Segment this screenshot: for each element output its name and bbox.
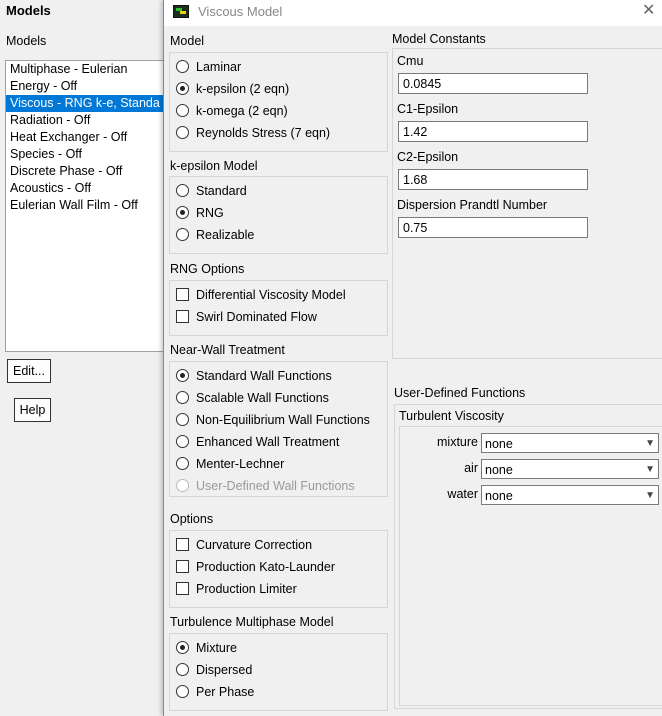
radio-reynolds-stress[interactable] xyxy=(176,123,330,143)
radio-dispersed[interactable] xyxy=(176,660,252,680)
dialog-title: Viscous Model xyxy=(198,4,283,19)
radio-label: Reynolds Stress (7 eqn) xyxy=(196,126,331,140)
dispersion-prandtl-input[interactable]: 0.75 xyxy=(398,217,588,238)
c1-epsilon-label: C1-Epsilon xyxy=(397,102,459,116)
radio-label: k-omega (2 eqn) xyxy=(196,104,288,118)
radio-non-equilibrium-wall-functions[interactable] xyxy=(176,410,370,430)
dialog-titlebar[interactable] xyxy=(164,0,662,26)
radio-button-icon[interactable] xyxy=(176,60,189,73)
list-item-species[interactable]: Species - Off xyxy=(10,147,83,161)
models-label: Models xyxy=(6,34,47,48)
radio-label: Standard xyxy=(196,184,247,198)
radio-label: Menter-Lechner xyxy=(196,457,285,471)
c2-epsilon-input[interactable]: 1.68 xyxy=(398,169,588,190)
rng-options-group xyxy=(169,280,388,336)
radio-mixture[interactable] xyxy=(176,638,237,658)
checkbox-icon[interactable] xyxy=(176,582,189,595)
checkbox-label: Production Limiter xyxy=(196,582,297,596)
edit-button[interactable]: Edit... xyxy=(7,359,51,383)
radio-button-icon[interactable] xyxy=(176,206,189,219)
check-production-kato-launder[interactable] xyxy=(176,557,335,577)
check-production-limiter[interactable] xyxy=(176,579,297,599)
turbulent-viscosity-box xyxy=(399,426,662,706)
multiphase-model-group xyxy=(169,633,388,711)
options-group xyxy=(169,530,388,608)
radio-k-omega[interactable] xyxy=(176,101,288,121)
help-button[interactable]: Help xyxy=(14,398,51,422)
cmu-input[interactable]: 0.0845 xyxy=(398,73,588,94)
radio-button-icon[interactable] xyxy=(176,369,189,382)
multiphase-model-label: Turbulence Multiphase Model xyxy=(170,615,334,629)
udf-phase-air: air xyxy=(464,461,478,475)
close-icon[interactable]: ✕ xyxy=(642,2,656,19)
kepsilon-model-label: k-epsilon Model xyxy=(170,159,258,173)
radio-button-icon[interactable] xyxy=(176,126,189,139)
radio-laminar[interactable] xyxy=(176,57,241,77)
model-label: Model xyxy=(170,34,205,48)
model-group xyxy=(169,52,388,152)
udf-label: User-Defined Functions xyxy=(394,386,526,400)
list-item-multiphase[interactable]: Multiphase - Eulerian xyxy=(10,62,128,76)
radio-label: Enhanced Wall Treatment xyxy=(196,435,340,449)
radio-standard-wall-functions[interactable] xyxy=(176,366,332,386)
checkbox-icon[interactable] xyxy=(176,538,189,551)
turbulent-viscosity-label: Turbulent Viscosity xyxy=(399,409,504,423)
options-label: Options xyxy=(170,512,214,526)
checkbox-label: Curvature Correction xyxy=(196,538,313,552)
dispersion-prandtl-label: Dispersion Prandtl Number xyxy=(397,198,548,212)
radio-button-icon xyxy=(176,479,189,492)
panel-title: Models xyxy=(6,3,51,18)
select-value: none xyxy=(485,463,513,477)
radio-scalable-wall-functions[interactable] xyxy=(176,388,329,408)
chevron-down-icon[interactable]: ▼ xyxy=(645,438,655,449)
radio-button-icon[interactable] xyxy=(176,685,189,698)
radio-button-icon[interactable] xyxy=(176,413,189,426)
radio-label: Dispersed xyxy=(196,663,253,677)
radio-button-icon[interactable] xyxy=(176,82,189,95)
radio-rng[interactable] xyxy=(176,203,224,223)
model-constants-group xyxy=(392,48,662,359)
radio-label: Per Phase xyxy=(196,685,255,699)
radio-user-defined-wall-functions xyxy=(176,476,355,496)
list-item-viscous[interactable]: Viscous - RNG k-e, Standa xyxy=(6,95,166,112)
radio-menter-lechner[interactable] xyxy=(176,454,284,474)
radio-button-icon[interactable] xyxy=(176,391,189,404)
c2-epsilon-label: C2-Epsilon xyxy=(397,150,459,164)
udf-mixture-select[interactable] xyxy=(481,433,659,453)
list-item-acoustics[interactable]: Acoustics - Off xyxy=(10,181,92,195)
near-wall-label: Near-Wall Treatment xyxy=(170,343,285,357)
list-item-eulerian-wall-film[interactable]: Eulerian Wall Film - Off xyxy=(10,198,138,212)
list-item-heat-exchanger[interactable]: Heat Exchanger - Off xyxy=(10,130,128,144)
radio-label: Scalable Wall Functions xyxy=(196,391,329,405)
radio-label: Mixture xyxy=(196,641,237,655)
select-value: none xyxy=(485,437,513,451)
model-constants-label: Model Constants xyxy=(392,32,486,46)
udf-phase-mixture: mixture xyxy=(437,435,478,449)
check-swirl-dominated[interactable] xyxy=(176,307,317,327)
radio-button-icon[interactable] xyxy=(176,184,189,197)
radio-label: User-Defined Wall Functions xyxy=(196,479,355,493)
radio-realizable[interactable] xyxy=(176,225,254,245)
chevron-down-icon[interactable]: ▼ xyxy=(645,490,655,501)
radio-label: Non-Equilibrium Wall Functions xyxy=(196,413,370,427)
near-wall-group xyxy=(169,361,388,497)
app-icon xyxy=(173,5,189,18)
radio-button-icon[interactable] xyxy=(176,104,189,117)
c1-epsilon-input[interactable]: 1.42 xyxy=(398,121,588,142)
list-item-energy[interactable]: Energy - Off xyxy=(10,79,78,93)
checkbox-icon[interactable] xyxy=(176,560,189,573)
check-curvature-correction[interactable] xyxy=(176,535,312,555)
radio-button-icon[interactable] xyxy=(176,435,189,448)
udf-water-select[interactable] xyxy=(481,485,659,505)
checkbox-icon[interactable] xyxy=(176,288,189,301)
select-value: none xyxy=(485,489,513,503)
chevron-down-icon[interactable]: ▼ xyxy=(645,464,655,475)
udf-group xyxy=(394,404,662,709)
models-list[interactable] xyxy=(5,60,167,352)
udf-phase-water: water xyxy=(447,487,478,501)
list-item-radiation[interactable]: Radiation - Off xyxy=(10,113,91,127)
viscous-model-dialog xyxy=(163,0,662,716)
kepsilon-model-group xyxy=(169,176,388,254)
radio-button-icon[interactable] xyxy=(176,457,189,470)
radio-standard[interactable] xyxy=(176,181,247,201)
radio-label: Laminar xyxy=(196,60,242,74)
cmu-label: Cmu xyxy=(397,54,424,68)
radio-button-icon[interactable] xyxy=(176,228,189,241)
radio-button-icon[interactable] xyxy=(176,663,189,676)
rng-options-label: RNG Options xyxy=(170,262,245,276)
check-differential-viscosity[interactable] xyxy=(176,285,346,305)
udf-air-select[interactable] xyxy=(481,459,659,479)
radio-label: RNG xyxy=(196,206,224,220)
checkbox-label: Differential Viscosity Model xyxy=(196,288,346,302)
checkbox-label: Production Kato-Launder xyxy=(196,560,335,574)
radio-label: k-epsilon (2 eqn) xyxy=(196,82,290,96)
radio-per-phase[interactable] xyxy=(176,682,254,702)
radio-enhanced-wall-treatment[interactable] xyxy=(176,432,339,452)
radio-label: Standard Wall Functions xyxy=(196,369,332,383)
list-item-discrete-phase[interactable]: Discrete Phase - Off xyxy=(10,164,123,178)
radio-k-epsilon[interactable] xyxy=(176,79,289,99)
checkbox-icon[interactable] xyxy=(176,310,189,323)
checkbox-label: Swirl Dominated Flow xyxy=(196,310,317,324)
radio-button-icon[interactable] xyxy=(176,641,189,654)
radio-label: Realizable xyxy=(196,228,255,242)
